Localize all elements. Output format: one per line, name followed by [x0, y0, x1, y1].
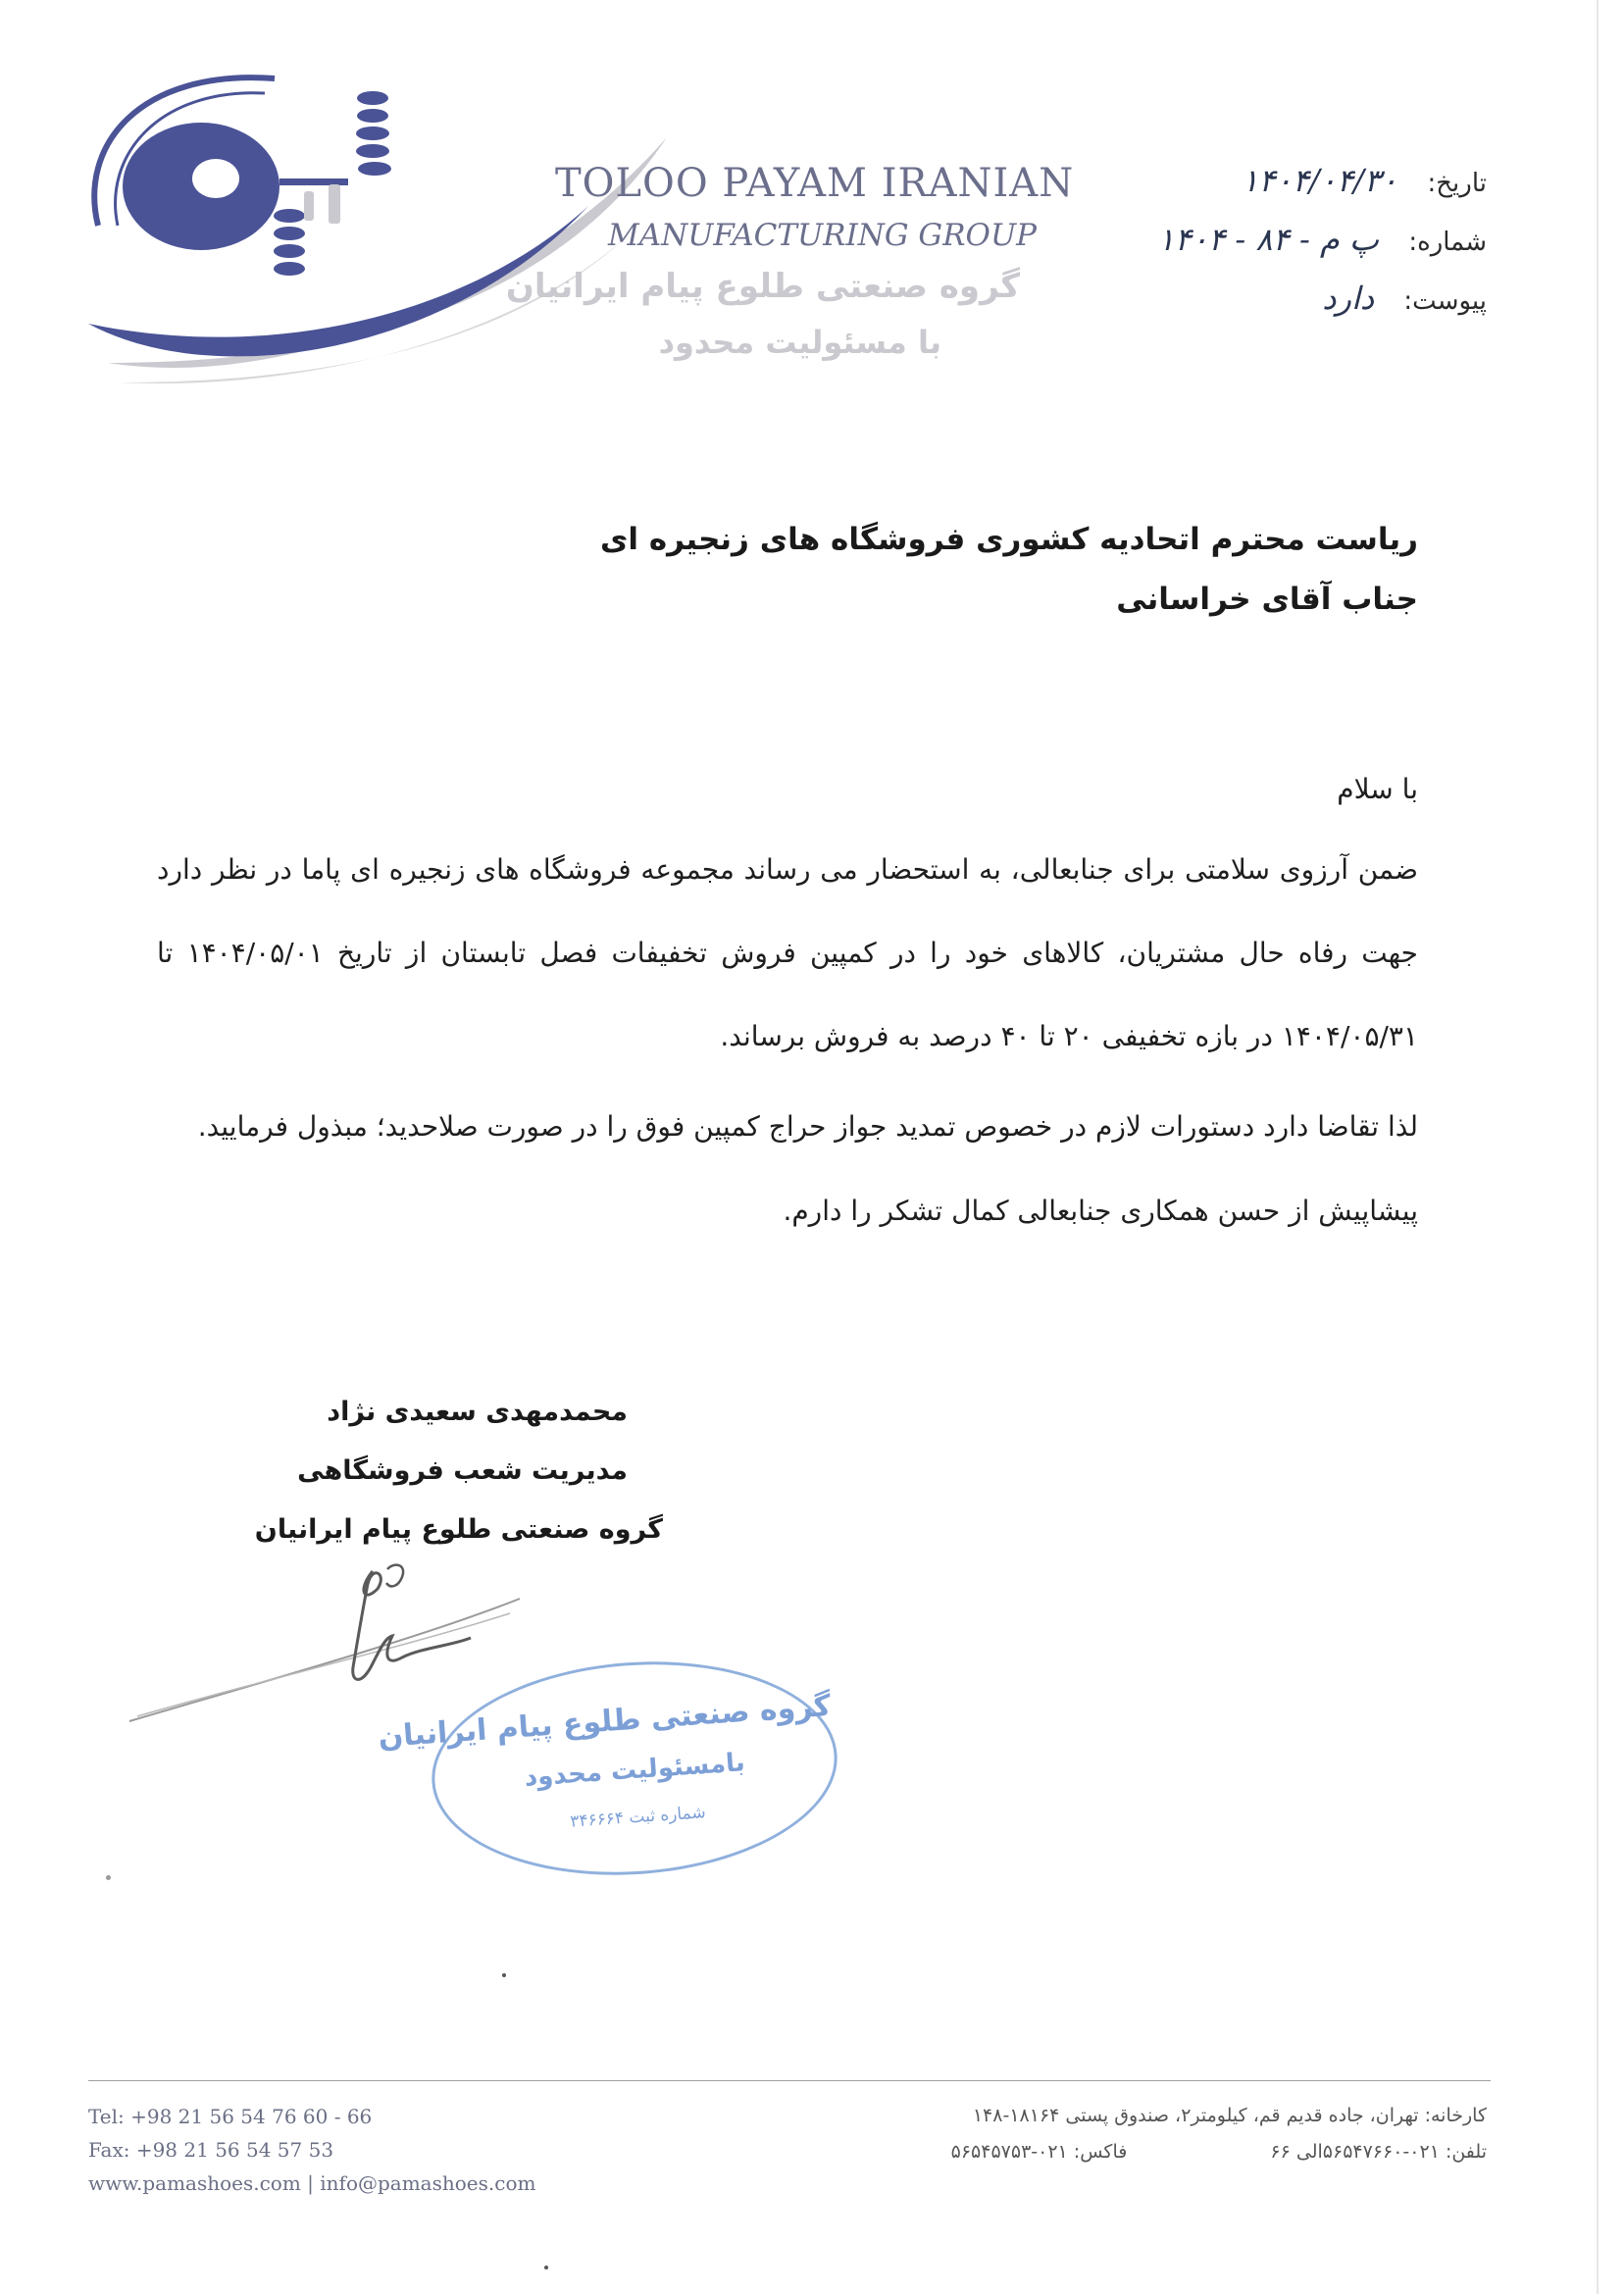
number-label: شماره: [1408, 228, 1487, 257]
signatory-name: محمدمهدی سعیدی نژاد [327, 1397, 628, 1427]
footer-divider [88, 2080, 1491, 2081]
scan-speck [544, 2266, 548, 2269]
date-row [1242, 162, 1487, 199]
stamp-line2: بامسئولیت محدود [523, 1748, 746, 1793]
paragraph3: پیشاپیش از حسن همکاری جنابعالی کمال تشکر را دارم. [783, 1195, 1418, 1227]
attachment-label: پیوست: [1403, 286, 1487, 316]
greeting: با سلام [1337, 773, 1418, 805]
number-value: پ م - ۸۴ - ۱۴۰۴ [1157, 221, 1380, 258]
footer-factory-address: کارخانه: تهران، جاده قدیم قم، کیلومتر۲، صندوق پستی ۱۸۱۶۴-۱۴۸ [972, 2105, 1487, 2126]
footer-tel: Tel: +98 21 56 54 76 60 - 66 [88, 2105, 373, 2128]
paragraph1-line1: ضمن آرزوی سلامتی برای جنابعالی، به استحضار می رساند مجموعه فروشگاه های زنجیره ای پاما در نظر دارد [157, 853, 1418, 886]
footer-fax-fa: فاکس: ۰۲۱-۵۶۵۴۵۷۵۳ [950, 2141, 1128, 2163]
attachment-value: دارد [1322, 280, 1375, 317]
page-edge-line [1597, 0, 1599, 2294]
attachment-row [1322, 280, 1487, 317]
footer-phone-row [951, 2141, 1487, 2163]
stamp-line1: گروه صنعتی طلوع پیام ایرانیان [377, 1688, 833, 1756]
paragraph1-line3: ۱۴۰۴/۰۵/۳۱ در بازه تخفیفی ۲۰ تا ۴۰ درصد به فروش برساند. [720, 1020, 1418, 1052]
recipient-line1: ریاست محترم اتحادیه کشوری فروشگاه های زنجیره ای [600, 522, 1418, 557]
scan-speck [502, 1973, 506, 1977]
recipient-line2: جناب آقای خراسانی [1116, 582, 1418, 617]
signatory-company: گروه صنعتی طلوع پیام ایرانیان [254, 1514, 663, 1545]
company-name-en-line2: MANUFACTURING GROUP [608, 218, 1037, 253]
date-label: تاریخ: [1427, 169, 1487, 198]
footer-fax: Fax: +98 21 56 54 57 53 [88, 2138, 334, 2162]
footer-web[interactable]: www.pamashoes.com | info@pamashoes.com [88, 2171, 536, 2195]
company-name-en-line1: TOLOO PAYAM IRANIAN [555, 161, 1075, 206]
signatory-title: مدیریت شعب فروشگاهی [297, 1455, 628, 1486]
number-row [1158, 221, 1488, 258]
company-name-fa-line2: با مسئولیت محدود [658, 324, 941, 361]
paragraph1-line2: جهت رفاه حال مشتریان، کالاهای خود را در کمپین فروش تخفیفات فصل تابستان از تاریخ ۱۴۰۴/۰۵/۰۱ تا [157, 937, 1418, 969]
scan-speck [106, 1875, 111, 1880]
footer-phone-fa: تلفن: ۰۲۱-۵۶۵۴۷۶۶۰الی ۶۶ [1270, 2141, 1487, 2163]
company-name-fa-line1: گروه صنعتی طلوع پیام ایرانیان [505, 267, 1020, 306]
stamp-line3: شماره ثبت ۳۴۶۶۶۴ [569, 1803, 707, 1832]
date-value: ۱۴۰۴/۰۴/۳۰ [1242, 162, 1398, 199]
paragraph2: لذا تقاضا دارد دستورات لازم در خصوص تمدید جواز حراج کمپین فوق را در صورت صلاحدید؛ مبذول فرمایید. [197, 1110, 1418, 1143]
